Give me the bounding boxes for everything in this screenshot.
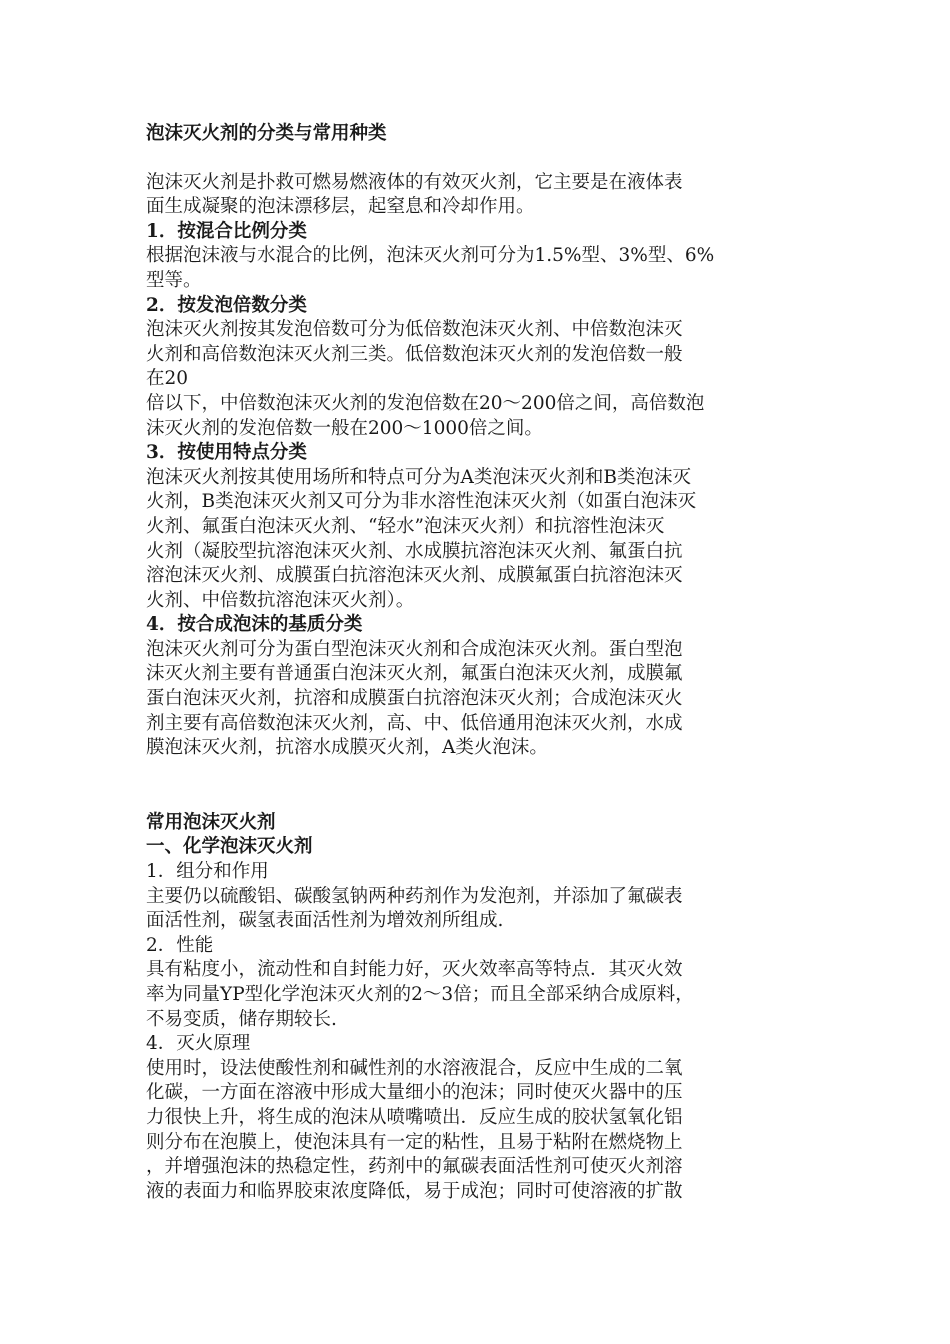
chem-heading-performance: 2．性能	[146, 934, 214, 956]
chem-body-performance: 具有粘度小，流动性和自封能力好，灭火效率高等特点．其灭火效 率为同量YP型化学泡沫灭火剂的2～3倍；而且全部采纳合成原料， 不易变质，储存期较长.	[146, 959, 694, 1030]
section-heading-1: 1．按混合比例分类	[146, 220, 307, 242]
common-agents-title: 常用泡沫灭火剂	[146, 811, 276, 833]
intro-paragraph: 泡沫灭火剂是扑救可燃易燃液体的有效灭火剂，它主要是在液体表 面生成凝聚的泡沫漂移层，起窒息和冷却作用。	[146, 171, 683, 218]
document-page	[146, 122, 806, 1204]
chem-heading-principle: 4．灭火原理	[146, 1033, 251, 1055]
chemical-foam-title: 一、化学泡沫灭火剂	[146, 836, 313, 858]
chem-heading-composition: 1．组分和作用	[146, 861, 269, 883]
section-body-2: 泡沫灭火剂按其发泡倍数可分为低倍数泡沫灭火剂、中倍数泡沫灭 火剂和高倍数泡沫灭火剂三类。低倍数泡沫灭火剂的发泡倍数一般 在20 倍以下，中倍数泡沫灭火剂的发泡倍数在20～200倍之间，高倍数泡 沫灭火剂的发泡倍数一般在200～1000倍之间。	[146, 319, 705, 439]
section-heading-3: 3．按使用特点分类	[146, 442, 307, 464]
section-body-1: 根据泡沫液与水混合的比例，泡沫灭火剂可分为1.5%型、3%型、6% 型等。	[146, 245, 715, 291]
chem-body-principle: 使用时，设法使酸性剂和碱性剂的水溶液混合，反应中生成的二氧 化碳，一方面在溶液中形成大量细小的泡沫；同时使灭火器中的压 力很快上升，将生成的泡沫从喷嘴喷出．反应生成的胶状氢氧化铝 则分布在泡膜上，使泡沫具有一定的粘性，且易于粘附在燃烧物上 ，并增强泡沫的热稳定性，药剂中的氟碳表面活性剂可使灭火剂溶 液的表面力和临界胶束浓度降低，易于成泡；同时可使溶液的扩散	[146, 1057, 683, 1202]
section-body-4: 泡沫灭火剂可分为蛋白型泡沫灭火剂和合成泡沫灭火剂。蛋白型泡 沫灭火剂主要有普通蛋白泡沫灭火剂，氟蛋白泡沫灭火剂，成膜氟 蛋白泡沫灭火剂，抗溶和成膜蛋白抗溶泡沫灭火剂；合成泡沫灭火 剂主要有高倍数泡沫灭火剂，高、中、低倍通用泡沫灭火剂，水成 膜泡沫灭火剂，抗溶水成膜灭火剂，A类火泡沫。	[146, 638, 683, 759]
section-heading-4: 4．按合成泡沫的基质分类	[146, 614, 363, 636]
spacer	[146, 761, 806, 811]
section-heading-2: 2．按发泡倍数分类	[146, 294, 307, 316]
chem-body-composition: 主要仍以硫酸铝、碳酸氢钠两种药剂作为发泡剂，并添加了氟碳表 面活性剂，碳氢表面活性剂为增效剂所组成.	[146, 885, 683, 932]
section-body-3: 泡沫灭火剂按其使用场所和特点可分为A类泡沫灭火剂和B类泡沫灭 火剂，B类泡沫灭火剂又可分为非水溶性泡沫灭火剂（如蛋白泡沫灭 火剂、氟蛋白泡沫灭火剂、“轻水”泡沫灭火剂）和抗溶性泡沫灭 火剂（凝胶型抗溶泡沫灭火剂、水成膜抗溶泡沫灭火剂、氟蛋白抗 溶泡沫灭火剂、成膜蛋白抗溶泡沫灭火剂、成膜氟蛋白抗溶泡沫灭 火剂、中倍数抗溶泡沫灭火剂）。	[146, 466, 697, 611]
document-title: 泡沫灭火剂的分类与常用种类	[146, 123, 387, 144]
spacer	[146, 147, 806, 171]
